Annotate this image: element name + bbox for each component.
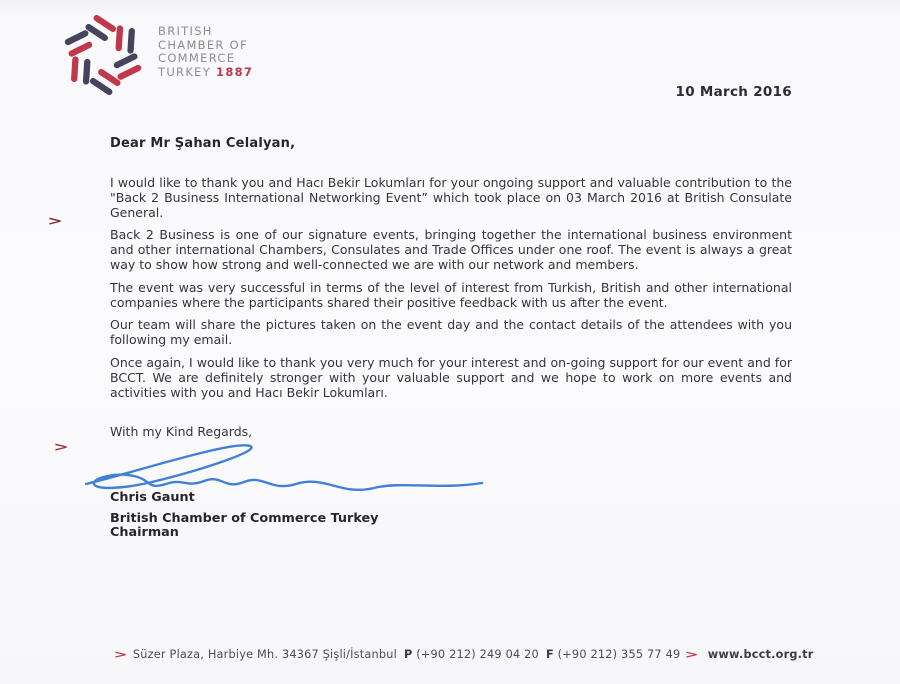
paragraph-1: I would like to thank you and Hacı Bekir Lokumları for your ongoing support and valuable contribution to the "Back 2 Business International Networking Event” which took place on 03 March 2016 at British Consulate General. [110,175,792,220]
paragraph-5: Once again, I would like to thank you very much for your interest and on-going support for our event and for BCCT. We are definitely stronger with your valuable support and we hope to work on more events and activities with you and Hacı Bekir Lokumları. [110,354,792,400]
margin-arrow-mark-2: > [53,440,69,454]
margin-arrow-mark-1: > [47,214,63,228]
org-line-2: CHAMBER OF [158,37,248,52]
org-line-3: COMMERCE [158,51,236,65]
paragraph-4: Our team will share the pictures taken on the event day and the contact details of the attendees with you following my email. [110,317,792,348]
letter-date: 10 March 2016 [675,84,792,100]
footer-phone [404,648,539,661]
fax-number: (+90 212) 355 77 49 [557,648,681,661]
letter-body [110,176,792,408]
signer-org: British Chamber of Commerce Turkey [110,511,379,526]
footer-fax [546,648,680,661]
org-line-1: BRITISH [158,24,213,38]
letterhead-footer [0,648,900,661]
closing-line: With my Kind Regards, [110,424,253,439]
phone-number: (+90 212) 249 04 20 [416,648,539,661]
footer-address: Süzer Plaza, Harbiye Mh. 34367 Şişli/İstanbul [132,648,397,661]
bcct-pinwheel-logo-icon [55,10,151,100]
signer-name: Chris Gaunt [110,490,195,505]
signer-block [110,491,379,540]
footer-arrow-icon-1: > [114,648,129,661]
fax-label: F [545,648,554,661]
org-line-4 [158,66,253,80]
org-country: TURKEY [158,64,217,79]
signer-title: Chairman [110,525,179,540]
paragraph-2: Back 2 Business is one of our signature events, bringing together the international business environment and other international Chambers, Consulates and Trade Offices under one roof. The event is always a great way to show how strong and well-connected we are with our network and members. [110,227,792,272]
phone-label: P [403,648,413,661]
letterhead-org-name [158,25,253,79]
footer-website: www.bcct.org.tr [707,648,814,661]
org-founding-year: 1887 [216,64,254,79]
footer-arrow-icon-2: > [685,648,700,661]
salutation: Dear Mr Şahan Celalyan, [110,136,296,151]
paragraph-3: The event was very successful in terms of the level of interest from Turkish, British and other international companies where the participants shared their positive feedback with us after the event. [110,279,792,310]
